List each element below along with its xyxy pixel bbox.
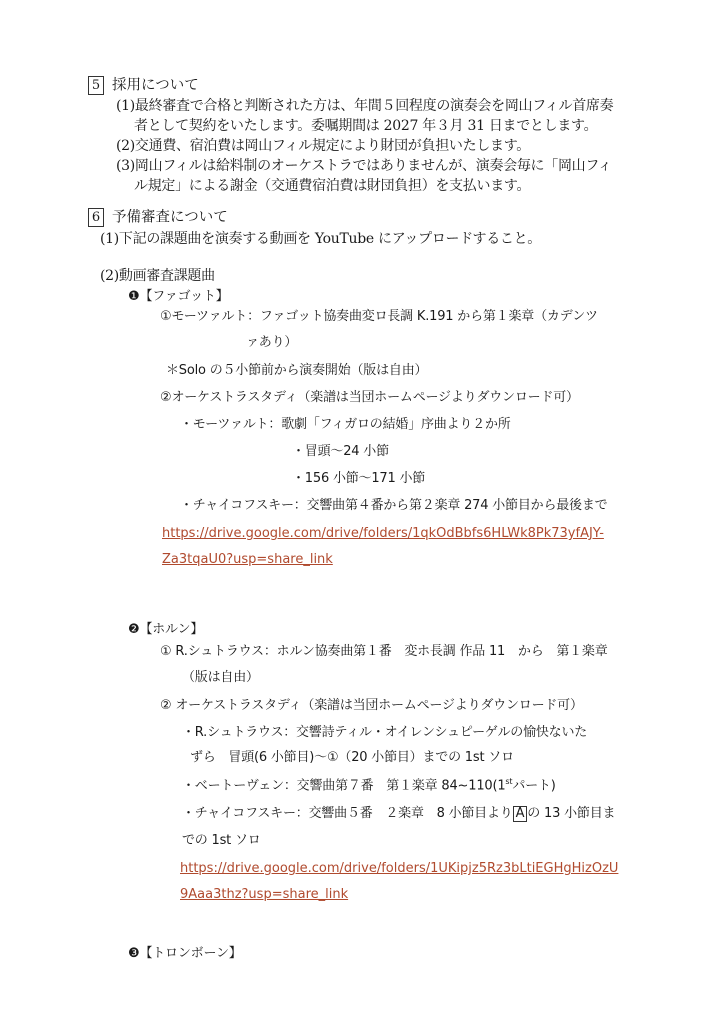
- bassoon-item-1: ①モーツァルト：ファゴット協奏曲変ロ長調 K.191 から第１楽章（カデンツ: [160, 309, 598, 324]
- horn-tchaikovsky: ・チャイコフスキー：交響曲５番 ２楽章 8 小節目より A の 13 小節目ま: [182, 806, 616, 821]
- bassoon-tchaikovsky: ・チャイコフスキー：交響曲第４番から第２楽章 274 小節目から最後まで: [180, 498, 608, 513]
- employment-paragraph-1-cont: 者として契約をいたします。委嘱期間は 2027 年３月 31 日までとします。: [134, 118, 598, 134]
- section-number-box: 6: [88, 208, 104, 227]
- trombone-title: ❸【トロンボーン】: [128, 946, 242, 961]
- employment-paragraph-3: (3)岡山フィルは給料制のオーケストラではありませんが、演奏会毎に「岡山フィ: [116, 158, 612, 174]
- horn-title: ❷【ホルン】: [128, 622, 204, 637]
- employment-paragraph-1: (1)最終審査で合格と判断された方は、年間５回程度の演奏会を岡山フィル首席奏: [116, 98, 614, 114]
- horn-drive-link-cont[interactable]: 9Aaa3thz?usp=share_link: [180, 887, 349, 902]
- section-title: 採用について: [112, 77, 199, 94]
- horn-tchaikovsky-cont: での 1st ソロ: [182, 833, 261, 848]
- bassoon-item-2: ②オーケストラスタディ（楽譜は当団ホームページよりダウンロード可）: [160, 390, 579, 405]
- preliminary-paragraph-1: (1)下記の課題曲を演奏する動画を YouTube にアップロードすること。: [100, 231, 542, 247]
- section-title: 予備審査について: [112, 209, 228, 226]
- horn-item-1-cont: （版は自由）: [182, 670, 259, 685]
- employment-paragraph-3-cont: ル規定」による謝金（交通費宿泊費は財団負担）を支払います。: [134, 178, 531, 194]
- bassoon-range-2: ・156 小節〜171 小節: [292, 471, 426, 486]
- section-number-box: 5: [88, 76, 104, 95]
- horn-item-2: ② オーケストラスタディ（楽譜は当団ホームページよりダウンロード可）: [160, 698, 583, 713]
- horn-strauss: ・R.シュトラウス：交響詩ティル・オイレンシュピーゲルの愉快ないた: [182, 725, 588, 740]
- horn-strauss-cont: ずら 冒頭(6 小節目)〜①（20 小節目）までの 1st ソロ: [190, 750, 514, 765]
- bassoon-drive-link-cont[interactable]: Za3tqaU0?usp=share_link: [162, 552, 333, 567]
- bassoon-drive-link[interactable]: https://drive.google.com/drive/folders/1qkOdBbfs6HLWk8Pk73yfAJY-: [162, 526, 604, 541]
- bassoon-item-1-cont: ァあり）: [246, 335, 298, 350]
- preliminary-paragraph-2: (2)動画審査課題曲: [100, 268, 215, 284]
- horn-item-1: ① R.シュトラウス：ホルン協奏曲第１番 変ホ長調 作品 11 から 第１楽章: [160, 644, 608, 659]
- section-6-heading: [88, 208, 228, 227]
- employment-paragraph-2: (2)交通費、宿泊費は岡山フィル規定により財団が負担いたします。: [116, 138, 530, 154]
- section-5-heading: [88, 76, 199, 95]
- horn-beethoven: ・ベートーヴェン：交響曲第７番 第１楽章 84~110(1stパート): [182, 777, 556, 794]
- bassoon-title: ❶【ファゴット】: [128, 289, 229, 304]
- bassoon-note: ＊Solo の５小節前から演奏開始（版は自由）: [166, 363, 428, 378]
- horn-drive-link[interactable]: https://drive.google.com/drive/folders/1UKipjz5Rz3bLtiEGHgHizOzU: [180, 861, 619, 876]
- rehearsal-mark-box: A: [513, 806, 528, 822]
- bassoon-mozart: ・モーツァルト：歌劇「フィガロの結婚」序曲より２か所: [180, 417, 511, 432]
- bassoon-range-1: ・冒頭〜24 小節: [292, 444, 389, 459]
